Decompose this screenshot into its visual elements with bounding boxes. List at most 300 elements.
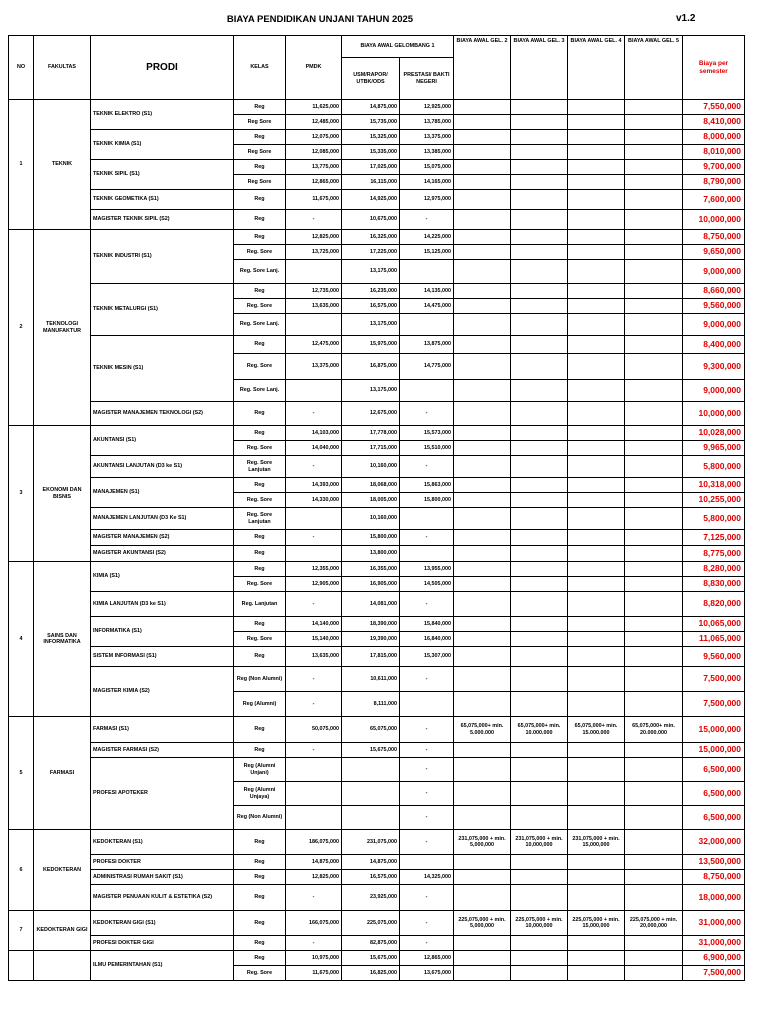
- gel2-cell: [454, 592, 511, 617]
- gel5-cell: [625, 562, 683, 577]
- class-cell: Reg (Alumni Unjani): [234, 758, 286, 782]
- pmdk-cell: -: [286, 592, 342, 617]
- gel4-cell: [568, 130, 625, 145]
- usm-cell: 16,905,000: [342, 577, 400, 592]
- prodi-name: MAGISTER MANAJEMEN (S2): [91, 530, 234, 546]
- pmdk-cell: -: [286, 885, 342, 911]
- prestasi-cell: -: [400, 782, 454, 806]
- gel4-cell: [568, 175, 625, 190]
- gel4-cell: 65,075,000+ min. 15.000.000: [568, 717, 625, 743]
- prestasi-cell: 15,840,000: [400, 617, 454, 632]
- gel4-cell: [568, 493, 625, 508]
- usm-cell: 16,325,000: [342, 230, 400, 245]
- semester-cost-cell: 31,000,000: [683, 936, 745, 951]
- gel4-cell: [568, 336, 625, 354]
- faculty-name: EKONOMI DAN BISNIS: [34, 426, 91, 562]
- class-cell: Reg: [234, 530, 286, 546]
- prodi-name: MAGISTER PENUAAN KULIT & ESTETIKA (S2): [91, 885, 234, 911]
- semester-cost-cell: 31,000,000: [683, 911, 745, 936]
- gel2-cell: [454, 951, 511, 966]
- gel5-cell: [625, 299, 683, 314]
- gel2-cell: [454, 402, 511, 426]
- prestasi-cell: 15,307,000: [400, 647, 454, 667]
- gel4-cell: [568, 210, 625, 230]
- gel2-cell: [454, 692, 511, 717]
- gel2-cell: [454, 647, 511, 667]
- page-title: BIAYA PENDIDIKAN UNJANI TAHUN 2025: [226, 14, 414, 25]
- pmdk-cell: 12,355,000: [286, 562, 342, 577]
- gel2-cell: [454, 230, 511, 245]
- gel2-cell: [454, 530, 511, 546]
- gel2-cell: [454, 115, 511, 130]
- prestasi-cell: [400, 692, 454, 717]
- gel2-cell: [454, 260, 511, 284]
- class-cell: Reg: [234, 562, 286, 577]
- gel2-cell: 231,075,000 + min. 5,000,000: [454, 830, 511, 855]
- prodi-name: KEDOKTERAN GIGI (S1): [91, 911, 234, 936]
- semester-cost-cell: 10,000,000: [683, 210, 745, 230]
- gel4-cell: [568, 617, 625, 632]
- faculty-name: TEKNIK: [34, 100, 91, 230]
- table-row: [9, 617, 745, 632]
- gel5-cell: [625, 245, 683, 260]
- prodi-name: MAGISTER TEKNIK SIPIL (S2): [91, 210, 234, 230]
- pmdk-cell: [286, 380, 342, 402]
- gel5-cell: [625, 145, 683, 160]
- gel5-cell: [625, 160, 683, 175]
- usm-cell: [342, 782, 400, 806]
- usm-cell: 14,925,000: [342, 190, 400, 210]
- class-cell: Reg: [234, 402, 286, 426]
- pmdk-cell: 12,905,000: [286, 577, 342, 592]
- gel3-cell: [511, 175, 568, 190]
- gel2-cell: [454, 175, 511, 190]
- semester-cost-cell: 6,500,000: [683, 758, 745, 782]
- semester-cost-cell: 10,065,000: [683, 617, 745, 632]
- pmdk-cell: [286, 758, 342, 782]
- gel5-cell: [625, 632, 683, 647]
- gel2-cell: [454, 667, 511, 692]
- usm-cell: 13,175,000: [342, 260, 400, 284]
- gel3-cell: 231,075,000 + min. 10,000,000: [511, 830, 568, 855]
- gel2-cell: [454, 478, 511, 493]
- usm-cell: 16,575,000: [342, 299, 400, 314]
- gel5-cell: [625, 782, 683, 806]
- fee-table: [8, 35, 745, 981]
- gel5-cell: [625, 314, 683, 336]
- gel2-cell: 65,075,000+ min. 5.000.000: [454, 717, 511, 743]
- pmdk-cell: 12,075,000: [286, 130, 342, 145]
- class-cell: Reg. Sore: [234, 441, 286, 456]
- faculty-no: 3: [9, 426, 34, 562]
- gel4-cell: [568, 456, 625, 478]
- faculty-name: [34, 951, 91, 981]
- prestasi-cell: 12,865,000: [400, 951, 454, 966]
- class-cell: Reg. Sore: [234, 966, 286, 981]
- gel4-cell: [568, 758, 625, 782]
- gel3-cell: [511, 441, 568, 456]
- semester-cost-cell: 9,560,000: [683, 299, 745, 314]
- usm-cell: 14,875,000: [342, 855, 400, 870]
- gel2-cell: [454, 160, 511, 175]
- prestasi-cell: -: [400, 667, 454, 692]
- header-prestasi: PRESTASI/ BAKTI NEGERI: [400, 58, 454, 100]
- gel3-cell: [511, 592, 568, 617]
- pmdk-cell: -: [286, 936, 342, 951]
- prestasi-cell: 15,863,000: [400, 478, 454, 493]
- prestasi-cell: 13,785,000: [400, 115, 454, 130]
- gel5-cell: [625, 692, 683, 717]
- semester-cost-cell: 10,318,000: [683, 478, 745, 493]
- class-cell: Reg: [234, 190, 286, 210]
- gel4-cell: [568, 546, 625, 562]
- header-prodi: PRODI: [91, 36, 234, 100]
- usm-cell: 17,225,000: [342, 245, 400, 260]
- header-kelas: KELAS: [234, 36, 286, 100]
- gel2-cell: [454, 493, 511, 508]
- prodi-name: KIMIA (S1): [91, 562, 234, 592]
- gel5-cell: [625, 966, 683, 981]
- class-cell: Reg. Sore Lanjutan: [234, 508, 286, 530]
- prestasi-cell: -: [400, 911, 454, 936]
- table-row: [9, 855, 745, 870]
- table-row: [9, 546, 745, 562]
- semester-cost-cell: 6,500,000: [683, 806, 745, 830]
- gel2-cell: [454, 617, 511, 632]
- gel2-cell: [454, 508, 511, 530]
- gel3-cell: [511, 966, 568, 981]
- prestasi-cell: -: [400, 456, 454, 478]
- table-row: [9, 230, 745, 245]
- gel4-cell: [568, 284, 625, 299]
- prodi-name: KEDOKTERAN (S1): [91, 830, 234, 855]
- semester-cost-cell: 9,000,000: [683, 380, 745, 402]
- gel2-cell: [454, 314, 511, 336]
- header-gel4: BIAYA AWAL GEL. 4: [568, 36, 625, 100]
- gel4-cell: [568, 951, 625, 966]
- gel4-cell: [568, 562, 625, 577]
- usm-cell: 15,325,000: [342, 130, 400, 145]
- semester-cost-cell: 8,400,000: [683, 336, 745, 354]
- gel2-cell: [454, 190, 511, 210]
- prodi-name: TEKNIK MESIN (S1): [91, 336, 234, 402]
- semester-cost-cell: 8,750,000: [683, 230, 745, 245]
- gel3-cell: [511, 667, 568, 692]
- class-cell: Reg. Sore Lanj.: [234, 260, 286, 284]
- gel5-cell: [625, 592, 683, 617]
- prestasi-cell: 16,840,000: [400, 632, 454, 647]
- faculty-no: 7: [9, 911, 34, 951]
- gel3-cell: [511, 260, 568, 284]
- gel2-cell: [454, 936, 511, 951]
- faculty-name: KEDOKTERAN: [34, 830, 91, 911]
- gel4-cell: [568, 230, 625, 245]
- pmdk-cell: -: [286, 667, 342, 692]
- gel5-cell: [625, 441, 683, 456]
- gel2-cell: [454, 885, 511, 911]
- semester-cost-cell: 9,965,000: [683, 441, 745, 456]
- header-usm: USM/RAPOR/ UTBK/ODS: [342, 58, 400, 100]
- semester-cost-cell: 8,790,000: [683, 175, 745, 190]
- table-row: [9, 870, 745, 885]
- gel3-cell: [511, 617, 568, 632]
- table-row: [9, 592, 745, 617]
- prestasi-cell: 14,505,000: [400, 577, 454, 592]
- prodi-name: ILMU PEMERINTAHAN (S1): [91, 951, 234, 981]
- table-row: [9, 284, 745, 299]
- header-gel1: BIAYA AWAL GELOMBANG 1: [342, 36, 454, 58]
- semester-cost-cell: 7,600,000: [683, 190, 745, 210]
- gel3-cell: [511, 885, 568, 911]
- gel4-cell: [568, 936, 625, 951]
- gel3-cell: [511, 782, 568, 806]
- semester-cost-cell: 11,065,000: [683, 632, 745, 647]
- gel5-cell: [625, 100, 683, 115]
- class-cell: Reg (Non Alumni): [234, 806, 286, 830]
- gel5-cell: [625, 426, 683, 441]
- gel3-cell: [511, 546, 568, 562]
- pmdk-cell: 12,825,000: [286, 870, 342, 885]
- gel5-cell: [625, 493, 683, 508]
- table-row: [9, 478, 745, 493]
- prestasi-cell: -: [400, 592, 454, 617]
- semester-cost-cell: 9,300,000: [683, 354, 745, 380]
- header-biaya: Biaya per semester: [683, 36, 745, 100]
- table-row: [9, 160, 745, 175]
- gel4-cell: [568, 478, 625, 493]
- gel3-cell: [511, 478, 568, 493]
- usm-cell: 15,335,000: [342, 145, 400, 160]
- prodi-name: FARMASI (S1): [91, 717, 234, 743]
- table-row: [9, 951, 745, 966]
- usm-cell: 18,390,000: [342, 617, 400, 632]
- usm-cell: 15,675,000: [342, 743, 400, 758]
- class-cell: Reg: [234, 647, 286, 667]
- pmdk-cell: [286, 546, 342, 562]
- semester-cost-cell: 9,000,000: [683, 260, 745, 284]
- prodi-name: ADMINISTRASI RUMAH SAKIT (S1): [91, 870, 234, 885]
- gel2-cell: [454, 210, 511, 230]
- usm-cell: 13,175,000: [342, 314, 400, 336]
- gel2-cell: [454, 546, 511, 562]
- gel5-cell: [625, 130, 683, 145]
- gel3-cell: [511, 336, 568, 354]
- semester-cost-cell: 10,028,000: [683, 426, 745, 441]
- gel3-cell: [511, 380, 568, 402]
- prestasi-cell: 14,775,000: [400, 354, 454, 380]
- usm-cell: 17,815,000: [342, 647, 400, 667]
- pmdk-cell: 15,140,000: [286, 632, 342, 647]
- gel2-cell: [454, 354, 511, 380]
- gel5-cell: [625, 336, 683, 354]
- gel3-cell: [511, 115, 568, 130]
- pmdk-cell: 13,635,000: [286, 647, 342, 667]
- gel2-cell: [454, 145, 511, 160]
- gel5-cell: [625, 667, 683, 692]
- gel3-cell: [511, 936, 568, 951]
- usm-cell: 16,825,000: [342, 966, 400, 981]
- usm-cell: 23,925,000: [342, 885, 400, 911]
- pmdk-cell: 186,075,000: [286, 830, 342, 855]
- prestasi-cell: -: [400, 830, 454, 855]
- gel5-cell: [625, 951, 683, 966]
- pmdk-cell: 12,735,000: [286, 284, 342, 299]
- table-row: [9, 830, 745, 855]
- prestasi-cell: 13,385,000: [400, 145, 454, 160]
- pmdk-cell: 12,485,000: [286, 115, 342, 130]
- prodi-name: MANAJEMEN (S1): [91, 478, 234, 508]
- faculty-no: [9, 951, 34, 981]
- gel2-cell: [454, 782, 511, 806]
- gel5-cell: [625, 456, 683, 478]
- usm-cell: 16,115,000: [342, 175, 400, 190]
- table-row: [9, 717, 745, 743]
- usm-cell: [342, 806, 400, 830]
- semester-cost-cell: 7,500,000: [683, 667, 745, 692]
- semester-cost-cell: 8,750,000: [683, 870, 745, 885]
- class-cell: Reg: [234, 830, 286, 855]
- table-row: [9, 911, 745, 936]
- gel5-cell: [625, 508, 683, 530]
- gel3-cell: [511, 632, 568, 647]
- usm-cell: 10,160,000: [342, 456, 400, 478]
- gel3-cell: [511, 692, 568, 717]
- pmdk-cell: -: [286, 692, 342, 717]
- usm-cell: 16,575,000: [342, 870, 400, 885]
- class-cell: Reg: [234, 210, 286, 230]
- class-cell: Reg. Sore: [234, 245, 286, 260]
- gel3-cell: [511, 284, 568, 299]
- prestasi-cell: -: [400, 530, 454, 546]
- gel4-cell: [568, 190, 625, 210]
- table-row: [9, 456, 745, 478]
- gel4-cell: [568, 632, 625, 647]
- prestasi-cell: 12,925,000: [400, 100, 454, 115]
- pmdk-cell: 14,330,000: [286, 493, 342, 508]
- gel4-cell: [568, 299, 625, 314]
- usm-cell: 16,235,000: [342, 284, 400, 299]
- pmdk-cell: 14,393,000: [286, 478, 342, 493]
- prodi-name: TEKNIK GEOMETIKA (S1): [91, 190, 234, 210]
- faculty-name: FARMASI: [34, 717, 91, 830]
- class-cell: Reg: [234, 100, 286, 115]
- class-cell: Reg: [234, 617, 286, 632]
- faculty-no: 5: [9, 717, 34, 830]
- prodi-name: TEKNIK ELEKTRO (S1): [91, 100, 234, 130]
- gel4-cell: [568, 782, 625, 806]
- prestasi-cell: [400, 380, 454, 402]
- semester-cost-cell: 5,800,000: [683, 456, 745, 478]
- class-cell: Reg Sore: [234, 175, 286, 190]
- gel3-cell: [511, 456, 568, 478]
- prestasi-cell: 14,325,000: [400, 870, 454, 885]
- pmdk-cell: -: [286, 402, 342, 426]
- pmdk-cell: -: [286, 456, 342, 478]
- class-cell: Reg: [234, 717, 286, 743]
- usm-cell: 17,025,000: [342, 160, 400, 175]
- semester-cost-cell: 15,000,000: [683, 743, 745, 758]
- pmdk-cell: 12,085,000: [286, 145, 342, 160]
- gel4-cell: [568, 380, 625, 402]
- gel3-cell: [511, 870, 568, 885]
- table-row: [9, 130, 745, 145]
- class-cell: Reg Sore: [234, 145, 286, 160]
- class-cell: Reg. Sore: [234, 493, 286, 508]
- gel2-cell: [454, 870, 511, 885]
- class-cell: Reg: [234, 855, 286, 870]
- usm-cell: 225,075,000: [342, 911, 400, 936]
- gel3-cell: [511, 130, 568, 145]
- gel4-cell: [568, 855, 625, 870]
- prestasi-cell: [400, 260, 454, 284]
- prestasi-cell: 15,075,000: [400, 160, 454, 175]
- gel2-cell: [454, 299, 511, 314]
- class-cell: Reg. Lanjutan: [234, 592, 286, 617]
- prodi-name: KIMIA LANJUTAN (D3 ke S1): [91, 592, 234, 617]
- class-cell: Reg. Sore: [234, 632, 286, 647]
- header-gel2: BIAYA AWAL GEL. 2: [454, 36, 511, 100]
- gel2-cell: [454, 336, 511, 354]
- semester-cost-cell: 5,800,000: [683, 508, 745, 530]
- usm-cell: 14,875,000: [342, 100, 400, 115]
- gel3-cell: [511, 210, 568, 230]
- usm-cell: 65,075,000: [342, 717, 400, 743]
- gel2-cell: [454, 806, 511, 830]
- prestasi-cell: 15,800,000: [400, 493, 454, 508]
- usm-cell: 15,735,000: [342, 115, 400, 130]
- class-cell: Reg: [234, 284, 286, 299]
- header-pmdk: PMDK: [286, 36, 342, 100]
- gel4-cell: [568, 314, 625, 336]
- semester-cost-cell: 9,700,000: [683, 160, 745, 175]
- semester-cost-cell: 8,010,000: [683, 145, 745, 160]
- usm-cell: 18,005,000: [342, 493, 400, 508]
- pmdk-cell: 12,475,000: [286, 336, 342, 354]
- table-row: [9, 190, 745, 210]
- class-cell: Reg: [234, 160, 286, 175]
- table-row: [9, 743, 745, 758]
- faculty-name: SAINS DAN INFORMATIKA: [34, 562, 91, 717]
- pmdk-cell: 10,975,000: [286, 951, 342, 966]
- pmdk-cell: 166,075,000: [286, 911, 342, 936]
- gel5-cell: [625, 617, 683, 632]
- pmdk-cell: [286, 508, 342, 530]
- faculty-no: 1: [9, 100, 34, 230]
- gel4-cell: [568, 426, 625, 441]
- pmdk-cell: 14,875,000: [286, 855, 342, 870]
- semester-cost-cell: 10,255,000: [683, 493, 745, 508]
- gel5-cell: [625, 175, 683, 190]
- gel5-cell: [625, 647, 683, 667]
- class-cell: Reg. Sore: [234, 354, 286, 380]
- semester-cost-cell: 15,000,000: [683, 717, 745, 743]
- semester-cost-cell: 7,550,000: [683, 100, 745, 115]
- class-cell: Reg. Sore: [234, 577, 286, 592]
- class-cell: Reg. Sore: [234, 299, 286, 314]
- semester-cost-cell: 7,500,000: [683, 966, 745, 981]
- gel2-cell: [454, 855, 511, 870]
- class-cell: Reg: [234, 230, 286, 245]
- prodi-name: PROFESI APOTEKER: [91, 758, 234, 830]
- table-row: [9, 885, 745, 911]
- semester-cost-cell: 13,500,000: [683, 855, 745, 870]
- semester-cost-cell: 6,500,000: [683, 782, 745, 806]
- prestasi-cell: 12,975,000: [400, 190, 454, 210]
- gel3-cell: [511, 314, 568, 336]
- prestasi-cell: 13,955,000: [400, 562, 454, 577]
- usm-cell: 15,675,000: [342, 951, 400, 966]
- class-cell: Reg: [234, 911, 286, 936]
